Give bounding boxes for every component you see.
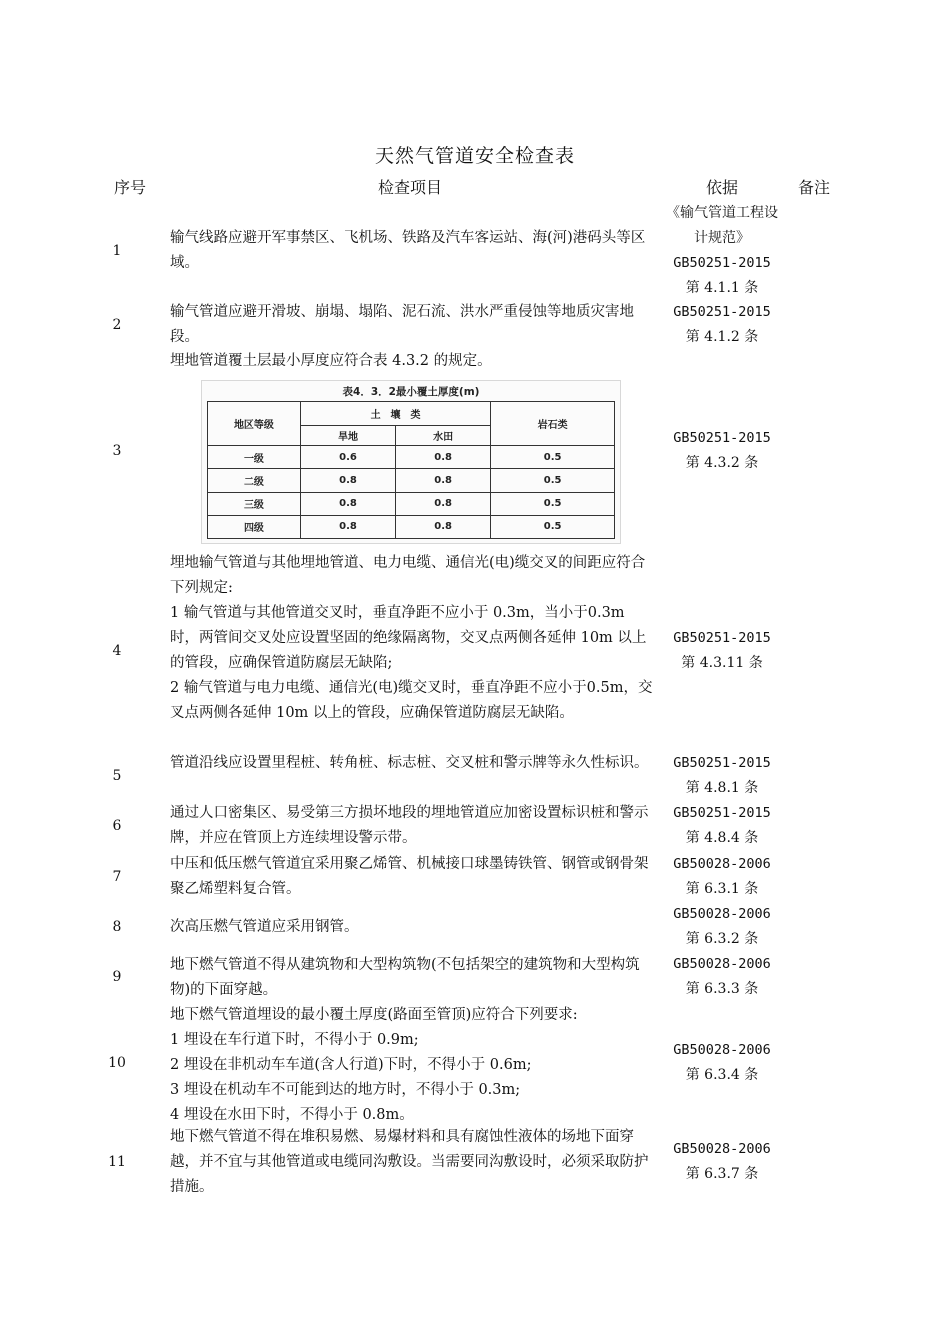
- cell-rock: 0.5: [491, 446, 615, 469]
- row-11-no: 11: [108, 1154, 126, 1170]
- row-10-basis-line: GB50028-2006: [673, 1042, 771, 1058]
- row-10-basis-line: 第 6.3.4 条: [685, 1067, 759, 1083]
- row-5-item-text: 管道沿线应设置里程桩、转角桩、标志桩、交叉桩和警示牌等永久性标识。: [170, 755, 649, 771]
- row-1-basis-line: 第 4.1.1 条: [685, 280, 759, 296]
- row-4-basis-line: GB50251-2015: [673, 630, 771, 646]
- row-6-basis-line: GB50251-2015: [673, 805, 771, 821]
- row-1-basis-line: 《输气管道工程设计规范》: [666, 205, 778, 246]
- cell-grade: 三级: [208, 492, 301, 515]
- table-row: [208, 492, 615, 515]
- row-11-basis-line: GB50028-2006: [673, 1141, 771, 1157]
- row-6-no: 6: [112, 818, 122, 834]
- row-8-basis-line: GB50028-2006: [673, 906, 771, 922]
- row-10-item-clause: 4 埋设在水田下时，不得小于 0.8m。: [170, 1107, 414, 1123]
- cell-paddy: 0.8: [396, 446, 491, 469]
- cell-paddy: 0.8: [396, 469, 491, 492]
- row-5-no: 5: [112, 768, 122, 784]
- header-check-item: 检查项目: [377, 178, 442, 197]
- min-cover-depth-table-image: [201, 380, 621, 544]
- row-9-no: 9: [112, 969, 122, 985]
- row-7-basis: [664, 852, 780, 902]
- row-5-item: [170, 751, 654, 776]
- row-9-item-text: 地下燃气管道不得从建筑物和大型构筑物(不包括架空的建筑物和大型构筑物)的下面穿越。: [170, 957, 640, 998]
- row-8-basis: [664, 902, 780, 952]
- cell-paddy: 0.8: [396, 492, 491, 515]
- col-rock: 岩石类: [491, 402, 615, 446]
- cell-grade: 二级: [208, 469, 301, 492]
- row-2-item: [170, 300, 654, 350]
- row-7-basis-line: 第 6.3.1 条: [685, 881, 759, 897]
- row-3-item: [170, 349, 654, 374]
- table-row: [208, 446, 615, 469]
- col-area-grade: 地区等级: [208, 402, 301, 446]
- row-2-basis: [664, 300, 780, 350]
- row-4-item: [170, 551, 654, 726]
- cell-rock: 0.5: [491, 469, 615, 492]
- cell-rock: 0.5: [491, 492, 615, 515]
- document-title: 天然气管道安全检查表: [374, 145, 575, 167]
- row-3-no: 3: [112, 443, 122, 459]
- row-11-basis-line: 第 6.3.7 条: [685, 1166, 759, 1182]
- row-11-item-text: 地下燃气管道不得在堆积易燃、易爆材料和具有腐蚀性液体的场地下面穿越，并不宜与其他管道或电缆同沟敷设。当需要同沟敷设时，必须采取防护措施。: [170, 1129, 649, 1195]
- cell-grade: 一级: [208, 446, 301, 469]
- cell-grade: 四级: [208, 515, 301, 538]
- col-soil: 土 壤 类: [300, 402, 490, 426]
- row-11-item: [170, 1125, 654, 1200]
- row-10-item-clause: 3 埋设在机动车不可能到达的地方时，不得小于 0.3m;: [170, 1082, 521, 1098]
- header-serial-no: 序号: [114, 178, 147, 197]
- cell-rock: 0.5: [491, 515, 615, 538]
- row-6-item: [170, 801, 654, 851]
- embedded-table-caption: 表4．3．2最小覆土厚度(m): [342, 386, 480, 398]
- header-basis: 依据: [705, 178, 738, 197]
- row-10-item-clause: 1 埋设在车行道下时，不得小于 0.9m;: [170, 1032, 419, 1048]
- row-4-basis-line: 第 4.3.11 条: [681, 655, 763, 671]
- row-9-basis-line: 第 6.3.3 条: [685, 981, 759, 997]
- row-9-basis: [664, 952, 780, 1002]
- row-1-item: [170, 226, 654, 276]
- row-8-item-text: 次高压燃气管道应采用钢管。: [170, 919, 359, 935]
- row-1-basis-line: GB50251-2015: [673, 255, 771, 271]
- row-7-no: 7: [112, 869, 122, 885]
- row-2-no: 2: [112, 317, 122, 333]
- col-dry: 旱地: [300, 426, 395, 446]
- row-8-no: 8: [112, 919, 122, 935]
- row-9-basis-line: GB50028-2006: [673, 956, 771, 972]
- row-10-no: 10: [108, 1055, 126, 1071]
- table-row: [208, 469, 615, 492]
- row-4-item-clause: 2 输气管道与电力电缆、通信光(电)缆交叉时，垂直净距不应小于0.5m，交叉点两侧各延伸 10m 以上的管段，应确保管道防腐层无缺陷。: [170, 680, 653, 721]
- row-3-basis-line: 第 4.3.2 条: [685, 455, 759, 471]
- row-10-basis: [664, 1038, 780, 1088]
- row-5-basis-line: GB50251-2015: [673, 755, 771, 771]
- row-9-item: [170, 953, 654, 1003]
- row-10-item-clause: 2 埋设在非机动车车道(含人行道)下时，不得小于 0.6m;: [170, 1057, 532, 1073]
- col-paddy: 水田: [396, 426, 491, 446]
- cell-dry: 0.8: [300, 469, 395, 492]
- row-5-basis-line: 第 4.8.1 条: [685, 780, 759, 796]
- row-4-basis: [664, 626, 780, 676]
- row-2-basis-line: 第 4.1.2 条: [685, 329, 759, 345]
- row-4-no: 4: [112, 643, 122, 659]
- row-11-basis: [664, 1137, 780, 1187]
- row-2-basis-line: GB50251-2015: [673, 304, 771, 320]
- min-cover-depth-table: [207, 401, 615, 539]
- row-10-item-text: 地下燃气管道埋设的最小覆土厚度(路面至管顶)应符合下列要求:: [170, 1007, 578, 1023]
- row-3-basis: [664, 426, 780, 476]
- cell-dry: 0.8: [300, 515, 395, 538]
- row-6-basis-line: 第 4.8.4 条: [685, 830, 759, 846]
- row-4-item-clause: 1 输气管道与其他管道交叉时，垂直净距不应小于 0.3m，当小于0.3m 时，两管间交叉处应设置坚固的绝缘隔离物，交叉点两侧各延伸 10m 以上的管段，应确保管道防腐层无缺陷;: [170, 605, 647, 671]
- row-5-basis: [664, 751, 780, 801]
- row-1-no: 1: [112, 243, 122, 259]
- row-1-basis: [664, 201, 780, 301]
- table-row: [208, 515, 615, 538]
- row-7-item-text: 中压和低压燃气管道宜采用聚乙烯管、机械接口球墨铸铁管、钢管或钢骨架聚乙烯塑料复合管。: [170, 856, 649, 897]
- row-8-item: [170, 915, 654, 940]
- row-3-item-text: 埋地管道覆土层最小厚度应符合表 4.3.2 的规定。: [170, 353, 492, 369]
- row-10-item: [170, 1003, 654, 1128]
- header-remarks: 备注: [798, 178, 831, 197]
- row-8-basis-line: 第 6.3.2 条: [685, 931, 759, 947]
- row-6-basis: [664, 801, 780, 851]
- row-7-basis-line: GB50028-2006: [673, 856, 771, 872]
- row-3-basis-line: GB50251-2015: [673, 430, 771, 446]
- cell-dry: 0.8: [300, 492, 395, 515]
- row-1-item-text: 输气线路应避开军事禁区、飞机场、铁路及汽车客运站、海(河)港码头等区域。: [170, 230, 646, 271]
- row-6-item-text: 通过人口密集区、易受第三方损坏地段的埋地管道应加密设置标识桩和警示牌，并应在管顶上方连续埋设警示带。: [170, 805, 649, 846]
- row-7-item: [170, 852, 654, 902]
- row-2-item-text: 输气管道应避开滑坡、崩塌、塌陷、泥石流、洪水严重侵蚀等地质灾害地段。: [170, 304, 634, 345]
- cell-paddy: 0.8: [396, 515, 491, 538]
- cell-dry: 0.6: [300, 446, 395, 469]
- row-4-item-text: 埋地输气管道与其他埋地管道、电力电缆、通信光(电)缆交叉的间距应符合下列规定:: [170, 555, 646, 596]
